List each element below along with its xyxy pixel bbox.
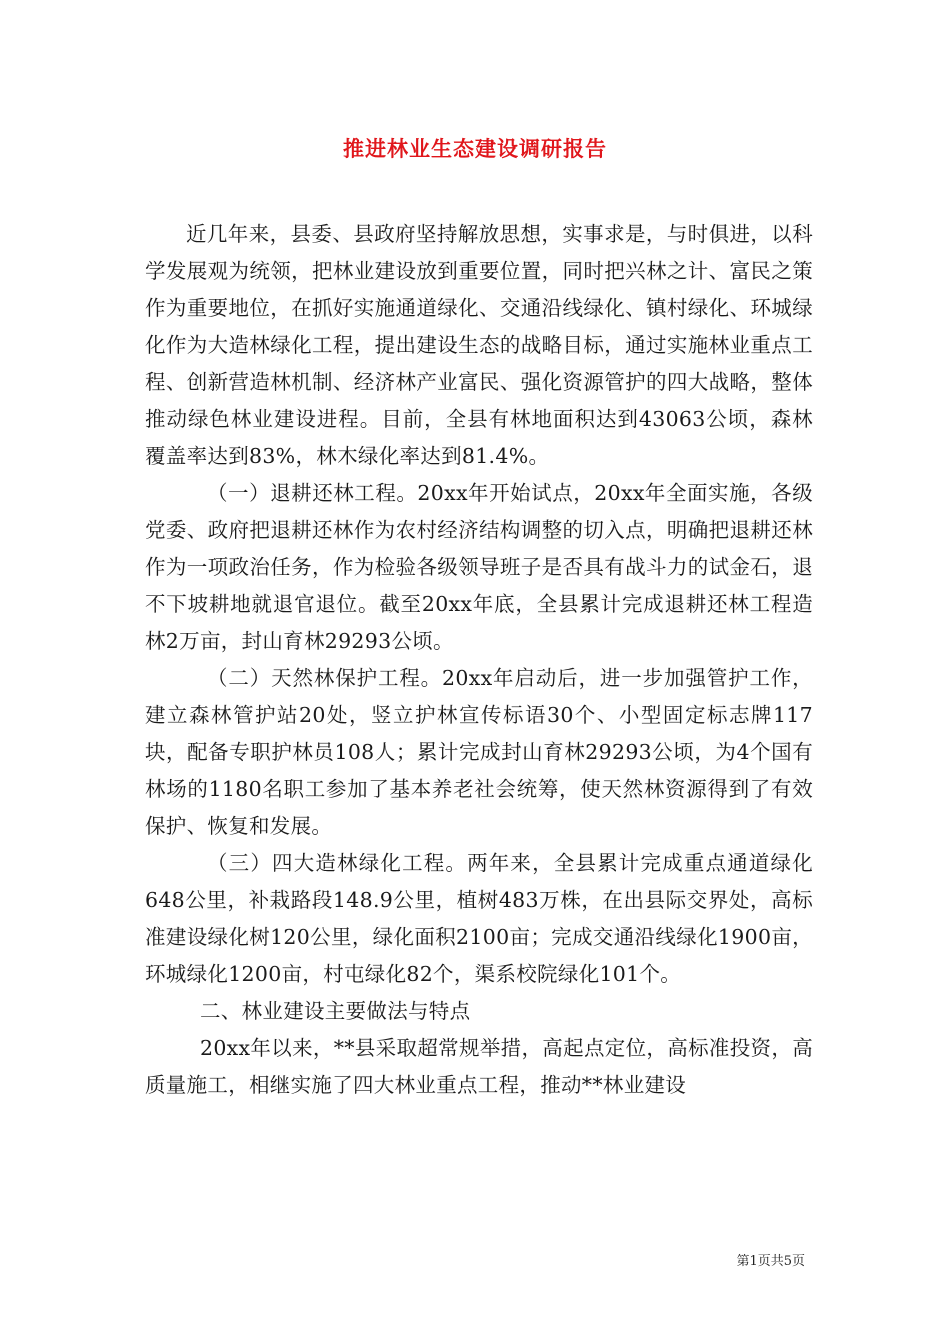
paragraph-section-2: （二）天然林保护工程。20xx年启动后，进一步加强管护工作，建立森林管护站20处，竖立护林宣传标语30个、小型固定标志牌117块，配备专职护林员108人；累计完成封山育林29293公顷，为4个国有林场的1180名职工参加了基本养老社会统筹，使天然林资源得到了有效保护、恢复和发展。 (145, 666, 813, 838)
document-title: 推进林业生态建设调研报告 (343, 137, 607, 161)
section-heading: 二、林业建设主要做法与特点 (200, 999, 471, 1023)
document-body (145, 216, 813, 1104)
page-number: 第1页共5页 (736, 1254, 805, 1269)
paragraph-intro: 近几年来，县委、县政府坚持解放思想，实事求是，与时俱进，以科学发展观为统领，把林业建设放到重要位置，同时把兴林之计、富民之策作为重要地位，在抓好实施通道绿化、交通沿线绿化、镇村绿化、环城绿化作为大造林绿化工程，提出建设生态的战略目标，通过实施林业重点工程、创新营造林机制、经济林产业富民、强化资源管护的四大战略，整体推动绿色林业建设进程。目前，全县有林地面积达到43063公顷，森林覆盖率达到83%，林木绿化率达到81.4%。 (145, 222, 813, 468)
paragraph-section-1: （一）退耕还林工程。20xx年开始试点，20xx年全面实施，各级党委、政府把退耕还林作为农村经济结构调整的切入点，明确把退耕还林作为一项政治任务，作为检验各级领导班子是否具有战斗力的试金石，退不下坡耕地就退官退位。截至20xx年底，全县累计完成退耕还林工程造林2万亩，封山育林29293公顷。 (145, 481, 813, 653)
paragraph-section-3: （三）四大造林绿化工程。两年来，全县累计完成重点通道绿化648公里，补栽路段148.9公里，植树483万株，在出县际交界处，高标准建设绿化树120公里，绿化面积2100亩；完成交通沿线绿化1900亩，环城绿化1200亩，村屯绿化82个，渠系校院绿化101个。 (145, 851, 813, 986)
paragraph-practices: 20xx年以来，**县采取超常规举措，高起点定位，高标准投资，高质量施工，相继实施了四大林业重点工程，推动**林业建设 (145, 1036, 813, 1097)
